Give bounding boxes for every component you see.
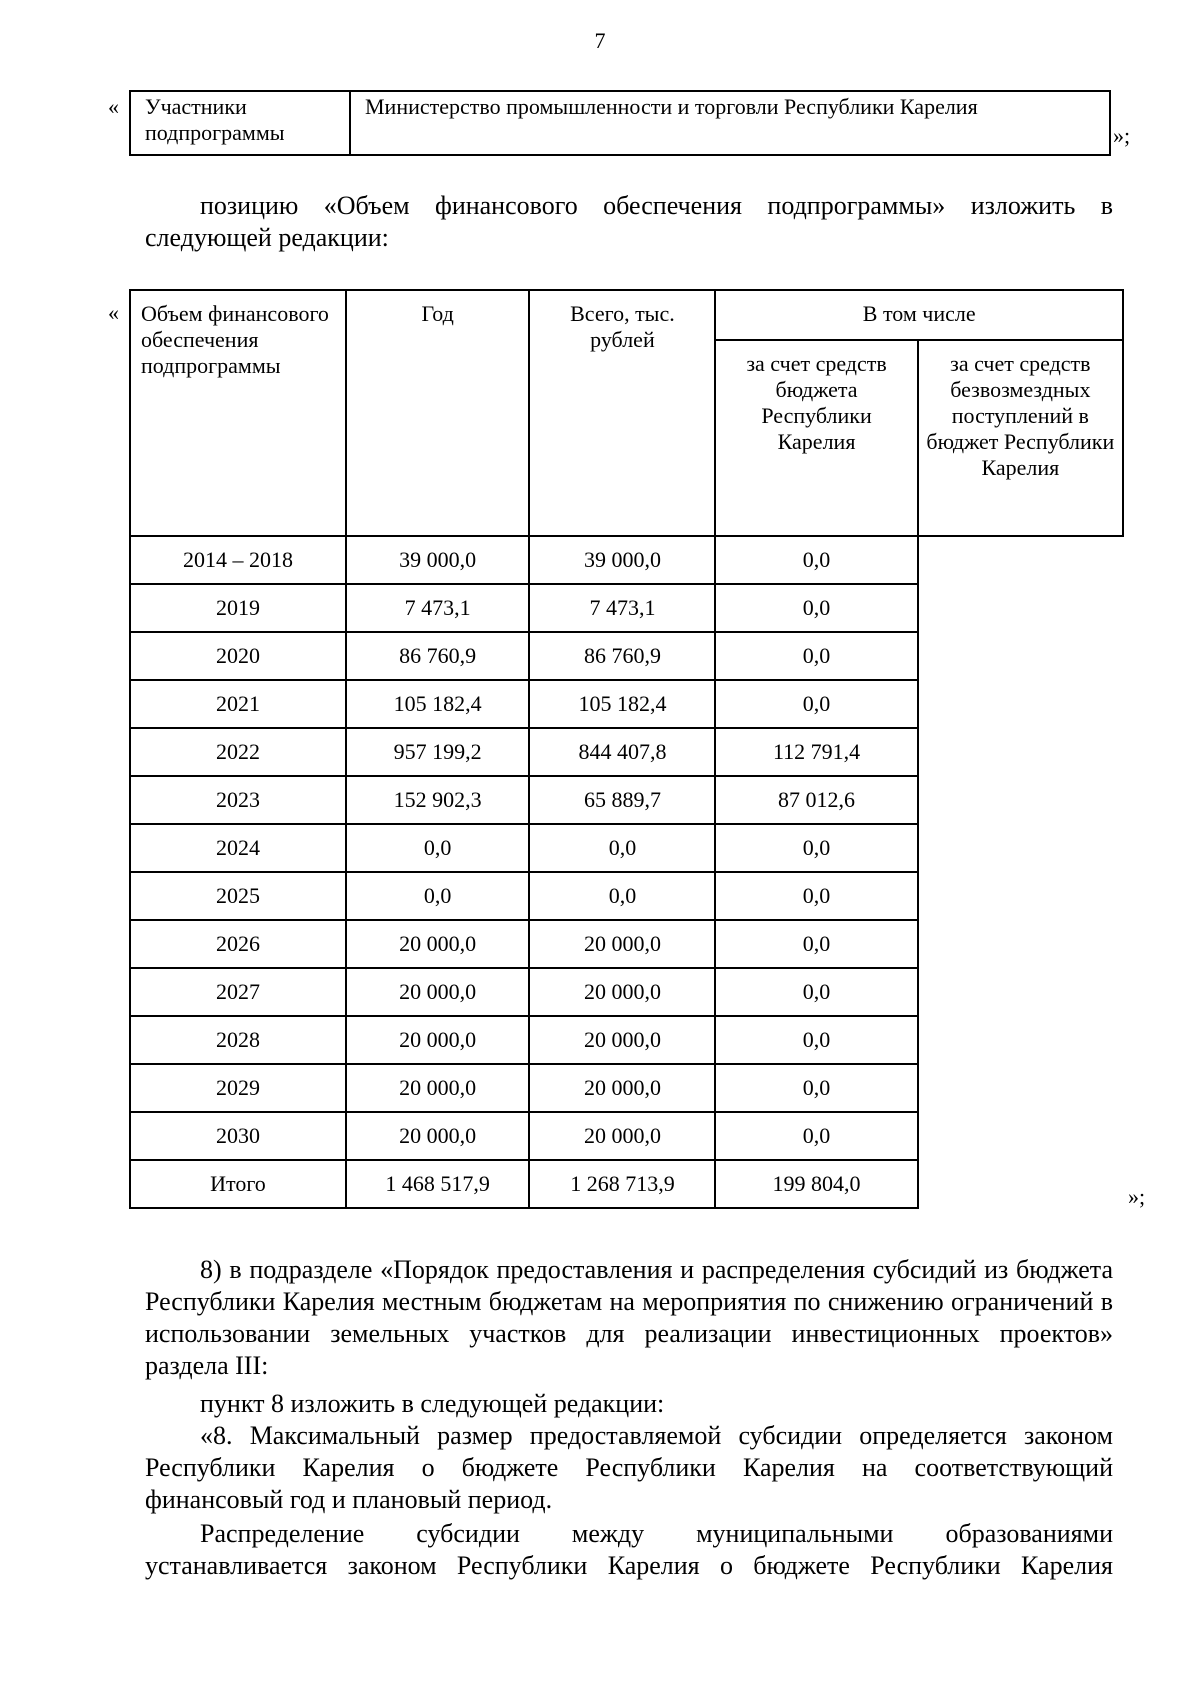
table-row <box>130 584 1123 632</box>
cell-budget: 20 000,0 <box>529 968 715 1016</box>
table-row <box>130 1112 1123 1160</box>
close-quote-2: »; <box>1128 1184 1146 1209</box>
cell-budget: 86 760,9 <box>529 632 715 680</box>
finance-table <box>129 289 1124 1209</box>
participants-table <box>129 90 1111 156</box>
table-row <box>130 728 1123 776</box>
paragraph-point-8: пункт 8 изложить в следующей редакции: <box>200 1389 665 1418</box>
open-quote: « <box>108 94 119 119</box>
cell-free: 0,0 <box>715 632 917 680</box>
cell-total: 39 000,0 <box>346 536 530 584</box>
table-row <box>130 1064 1123 1112</box>
cell-total: 20 000,0 <box>346 1016 530 1064</box>
cell-free: 0,0 <box>715 1064 917 1112</box>
cell-year: 2021 <box>130 680 346 728</box>
cell-total: 20 000,0 <box>346 1064 530 1112</box>
paragraph-8: 8) в подразделе «Порядок предоставления и распределения субсидий из бюджета Республики Карелия местным бюджетам на мероприятия по снижению ограничений в использовании земельных участков для реализации инвестиционных проектов» раздела III: <box>145 1255 1113 1380</box>
cell-year: 2022 <box>130 728 346 776</box>
cell-free: 0,0 <box>715 968 917 1016</box>
cell-free: 0,0 <box>715 680 917 728</box>
table-row <box>130 776 1123 824</box>
cell-free: 0,0 <box>715 872 917 920</box>
cell-total: 1 468 517,9 <box>346 1160 530 1208</box>
cell-total: 105 182,4 <box>346 680 530 728</box>
table-row <box>130 1016 1123 1064</box>
open-quote-2: « <box>108 300 119 325</box>
cell-year: 2028 <box>130 1016 346 1064</box>
cell-free: 0,0 <box>715 1112 917 1160</box>
table-row <box>130 872 1123 920</box>
page-number: 7 <box>594 28 606 53</box>
cell-year: 2024 <box>130 824 346 872</box>
participants-label: Участники подпрограммы <box>130 91 350 155</box>
cell-budget: 20 000,0 <box>529 1064 715 1112</box>
cell-year: Итого <box>130 1160 346 1208</box>
cell-total: 20 000,0 <box>346 1112 530 1160</box>
cell-budget: 20 000,0 <box>529 1112 715 1160</box>
cell-budget: 1 268 713,9 <box>529 1160 715 1208</box>
cell-year: 2023 <box>130 776 346 824</box>
cell-budget: 20 000,0 <box>529 920 715 968</box>
table-row <box>130 680 1123 728</box>
table-row <box>130 1160 1123 1208</box>
cell-year: 2025 <box>130 872 346 920</box>
cell-free: 199 804,0 <box>715 1160 917 1208</box>
cell-free: 0,0 <box>715 536 917 584</box>
cell-total: 152 902,3 <box>346 776 530 824</box>
cell-free: 0,0 <box>715 584 917 632</box>
cell-free: 0,0 <box>715 824 917 872</box>
header-total: Всего, тыс. рублей <box>529 290 715 536</box>
participants-value: Министерство промышленности и торговли Республики Карелия <box>350 91 1110 155</box>
cell-year: 2026 <box>130 920 346 968</box>
cell-total: 957 199,2 <box>346 728 530 776</box>
cell-budget: 20 000,0 <box>529 1016 715 1064</box>
table-row <box>130 968 1123 1016</box>
cell-year: 2030 <box>130 1112 346 1160</box>
cell-budget: 0,0 <box>529 872 715 920</box>
cell-budget: 65 889,7 <box>529 776 715 824</box>
cell-budget: 844 407,8 <box>529 728 715 776</box>
paragraph-distribution: Распределение субсидии между муниципальными образованиями устанавливается законом Республики Карелия о бюджете Республики Карелия <box>145 1519 1113 1580</box>
cell-total: 0,0 <box>346 824 530 872</box>
cell-free: 0,0 <box>715 1016 917 1064</box>
header-year: Год <box>346 290 530 536</box>
cell-total: 20 000,0 <box>346 968 530 1016</box>
cell-total: 20 000,0 <box>346 920 530 968</box>
cell-free: 0,0 <box>715 920 917 968</box>
close-quote: »; <box>1113 123 1131 148</box>
cell-budget: 7 473,1 <box>529 584 715 632</box>
cell-year: 2029 <box>130 1064 346 1112</box>
cell-year: 2027 <box>130 968 346 1016</box>
header-including: В том числе <box>715 290 1123 340</box>
paragraph-max-subsidy: «8. Максимальный размер предоставляемой субсидии определяется законом Республики Карелия о бюджете Республики Карелия на соответствующий финансовый год и плановый период. <box>145 1421 1113 1514</box>
cell-year: 2020 <box>130 632 346 680</box>
cell-total: 0,0 <box>346 872 530 920</box>
table-row <box>130 920 1123 968</box>
table-row <box>130 824 1123 872</box>
intro-paragraph: позицию «Объем финансового обеспечения подпрограммы» изложить в следующей редакции: <box>145 191 1113 252</box>
cell-free: 112 791,4 <box>715 728 917 776</box>
finance-row-label: Объем финансового обеспечения подпрограммы <box>130 290 346 536</box>
cell-budget: 39 000,0 <box>529 536 715 584</box>
header-free: за счет средств безвозмездных поступлений в бюджет Республики Карелия <box>918 340 1123 536</box>
cell-free: 87 012,6 <box>715 776 917 824</box>
cell-year: 2019 <box>130 584 346 632</box>
cell-year: 2014 – 2018 <box>130 536 346 584</box>
header-budget: за счет средств бюджета Республики Карелия <box>715 340 917 536</box>
table-row <box>130 536 1123 584</box>
cell-total: 7 473,1 <box>346 584 530 632</box>
table-row <box>130 632 1123 680</box>
cell-budget: 105 182,4 <box>529 680 715 728</box>
cell-budget: 0,0 <box>529 824 715 872</box>
cell-total: 86 760,9 <box>346 632 530 680</box>
